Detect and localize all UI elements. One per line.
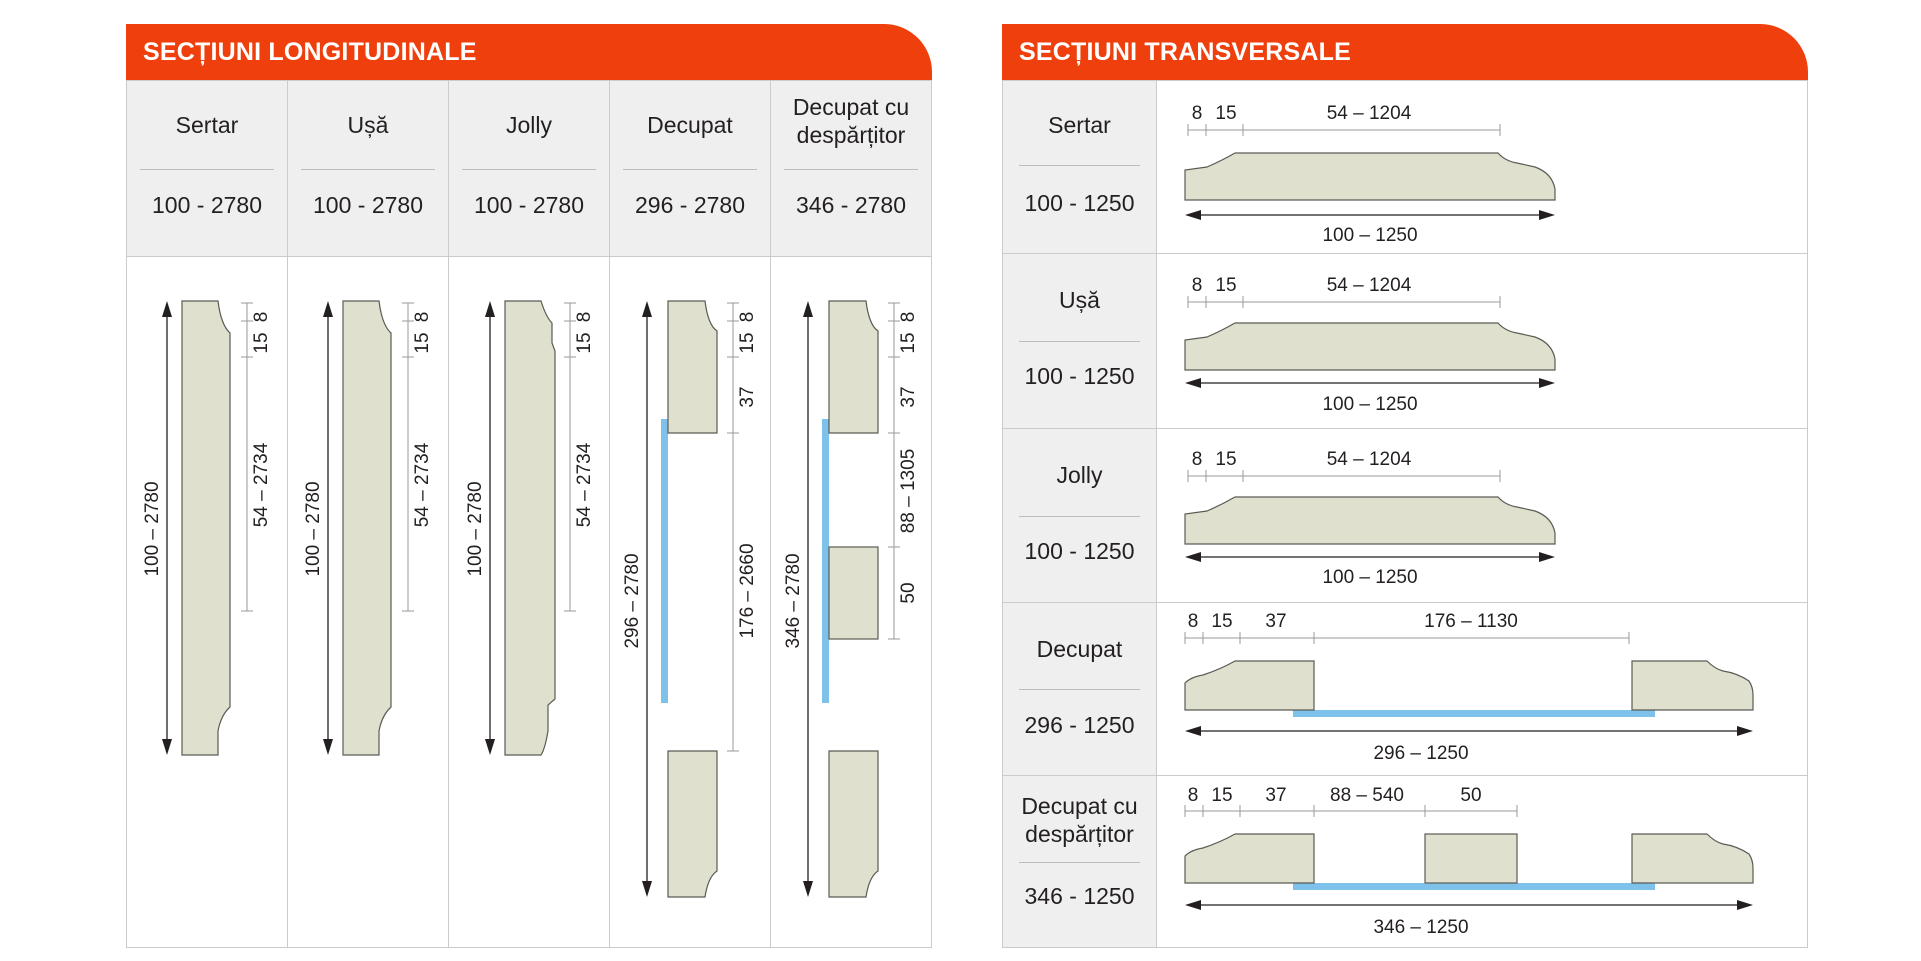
dimension-label: 15 (1211, 611, 1233, 632)
dimension-label: 54 – 1204 (1326, 449, 1412, 470)
dimension-label: 54 – 1204 (1326, 103, 1412, 124)
col-range: 100 - 2780 (474, 192, 584, 218)
row-range: 100 - 1250 (1024, 190, 1135, 216)
profile-usa-long (343, 301, 391, 755)
dimension-label: 15 (574, 332, 595, 354)
overall-dimension-label: 100 – 1250 (1322, 394, 1418, 415)
arrow-down-icon (642, 881, 652, 897)
dimension-label: 8 (412, 311, 433, 323)
dimension-label: 8 (898, 311, 919, 323)
overall-dimension-label: 100 – 2780 (303, 481, 324, 577)
dimension-chain (727, 303, 739, 751)
dimension-label: 8 (1191, 275, 1203, 296)
arrow-left-icon (1185, 900, 1201, 910)
arrow-right-icon (1539, 552, 1555, 562)
dimension-chain (1188, 470, 1500, 482)
arrow-up-icon (162, 301, 172, 317)
glass-pane (661, 419, 668, 703)
dimension-label: 54 – 2734 (251, 442, 272, 528)
glass-pane (1293, 710, 1655, 717)
row-range: 100 - 1250 (1024, 538, 1135, 564)
col-name: Decupat cu despărțitor (792, 94, 910, 148)
overall-dimension-label: 100 – 2780 (465, 481, 486, 577)
row-range: 346 - 1250 (1024, 883, 1135, 909)
dimension-label: 8 (1187, 611, 1199, 632)
profile-decupat-despartitor-long (829, 301, 878, 897)
col-range: 346 - 2780 (796, 192, 906, 218)
col-name: Decupat (647, 112, 733, 138)
profile-sertar-long (182, 301, 230, 755)
col-name: Sertar (175, 112, 239, 138)
arrow-left-icon (1185, 378, 1201, 388)
transversal-table (1002, 80, 1808, 948)
dimension-label: 15 (412, 332, 433, 354)
col-name: Ușă (347, 112, 389, 138)
row-name: Decupat (1036, 636, 1123, 662)
row-name: Decupat cu despărțitor (1021, 793, 1138, 847)
overall-dimension-label: 296 – 1250 (1373, 743, 1469, 764)
arrow-left-icon (1185, 210, 1201, 220)
dimension-label: 176 – 2660 (737, 543, 758, 639)
dimension-label: 15 (1215, 275, 1237, 296)
arrow-down-icon (162, 739, 172, 755)
dimension-label: 8 (574, 311, 595, 323)
row-name: Sertar (1048, 112, 1111, 138)
row-name: Ușă (1059, 287, 1100, 313)
dimension-label: 8 (1187, 785, 1199, 806)
col-range: 296 - 2780 (635, 192, 745, 218)
dimension-label: 37 (898, 386, 919, 408)
row-range: 100 - 1250 (1024, 363, 1135, 389)
profile-jolly-trans (1185, 497, 1555, 544)
dimension-label: 8 (1191, 449, 1203, 470)
profile-decupat-despartitor-trans (1185, 834, 1753, 883)
overall-dimension-label: 100 – 1250 (1322, 567, 1418, 588)
longitudinal-drawings (127, 81, 933, 949)
longitudinal-table (126, 80, 932, 948)
dimension-label: 8 (251, 311, 272, 323)
dimension-chain (1188, 296, 1500, 308)
overall-dimension-label: 100 – 2780 (142, 481, 163, 577)
arrow-up-icon (803, 301, 813, 317)
dimension-chain (1185, 805, 1517, 817)
arrow-left-icon (1185, 552, 1201, 562)
dimension-chain (1185, 632, 1629, 644)
arrow-right-icon (1539, 210, 1555, 220)
arrow-right-icon (1539, 378, 1555, 388)
profile-decupat-long (668, 301, 717, 897)
arrow-up-icon (485, 301, 495, 317)
dimension-label: 88 – 540 (1330, 785, 1404, 806)
col-range: 100 - 2780 (152, 192, 262, 218)
dimension-label: 8 (737, 311, 758, 323)
dimension-label: 15 (898, 332, 919, 354)
arrow-down-icon (803, 881, 813, 897)
dimension-chain (1188, 124, 1500, 136)
dimension-label: 176 – 1130 (1424, 611, 1518, 632)
profile-usa-trans (1185, 323, 1555, 370)
dimension-label: 15 (737, 332, 758, 354)
longitudinal-title: SECȚIUNI LONGITUDINALE (126, 24, 932, 80)
glass-pane (1293, 883, 1655, 890)
dimension-label: 15 (1211, 785, 1233, 806)
dimension-label: 8 (1191, 103, 1203, 124)
dimension-label: 54 – 2734 (412, 442, 433, 528)
overall-dimension-label: 346 – 1250 (1373, 917, 1469, 938)
overall-dimension-label: 296 – 2780 (622, 553, 643, 649)
transversal-panel (1002, 24, 1808, 948)
dimension-label: 15 (1215, 449, 1237, 470)
glass-pane (822, 419, 829, 703)
dimension-label: 37 (737, 386, 758, 408)
arrow-left-icon (1185, 726, 1201, 736)
transversal-drawings (1003, 81, 1809, 949)
arrow-down-icon (323, 739, 333, 755)
overall-dimension-label: 100 – 1250 (1322, 225, 1418, 246)
dimension-label: 54 – 2734 (574, 442, 595, 528)
arrow-down-icon (485, 739, 495, 755)
col-range: 100 - 2780 (313, 192, 423, 218)
dimension-label: 50 (898, 582, 919, 604)
arrow-right-icon (1737, 900, 1753, 910)
arrow-up-icon (323, 301, 333, 317)
overall-dimension-label: 346 – 2780 (783, 553, 804, 649)
arrow-up-icon (642, 301, 652, 317)
profile-jolly-long (505, 301, 555, 755)
dimension-label: 88 – 1305 (898, 448, 919, 534)
profile-decupat-trans (1185, 661, 1753, 710)
longitudinal-panel (126, 24, 932, 948)
profile-sertar-trans (1185, 153, 1555, 200)
row-name: Jolly (1056, 462, 1103, 488)
arrow-right-icon (1737, 726, 1753, 736)
dimension-label: 54 – 1204 (1326, 275, 1412, 296)
transversal-title: SECȚIUNI TRANSVERSALE (1002, 24, 1808, 80)
dimension-label: 37 (1265, 611, 1287, 632)
col-name: Jolly (505, 112, 552, 138)
dimension-label: 15 (251, 332, 272, 354)
dimension-label: 15 (1215, 103, 1237, 124)
row-range: 296 - 1250 (1024, 712, 1135, 738)
dimension-label: 37 (1265, 785, 1287, 806)
dimension-label: 50 (1460, 785, 1482, 806)
